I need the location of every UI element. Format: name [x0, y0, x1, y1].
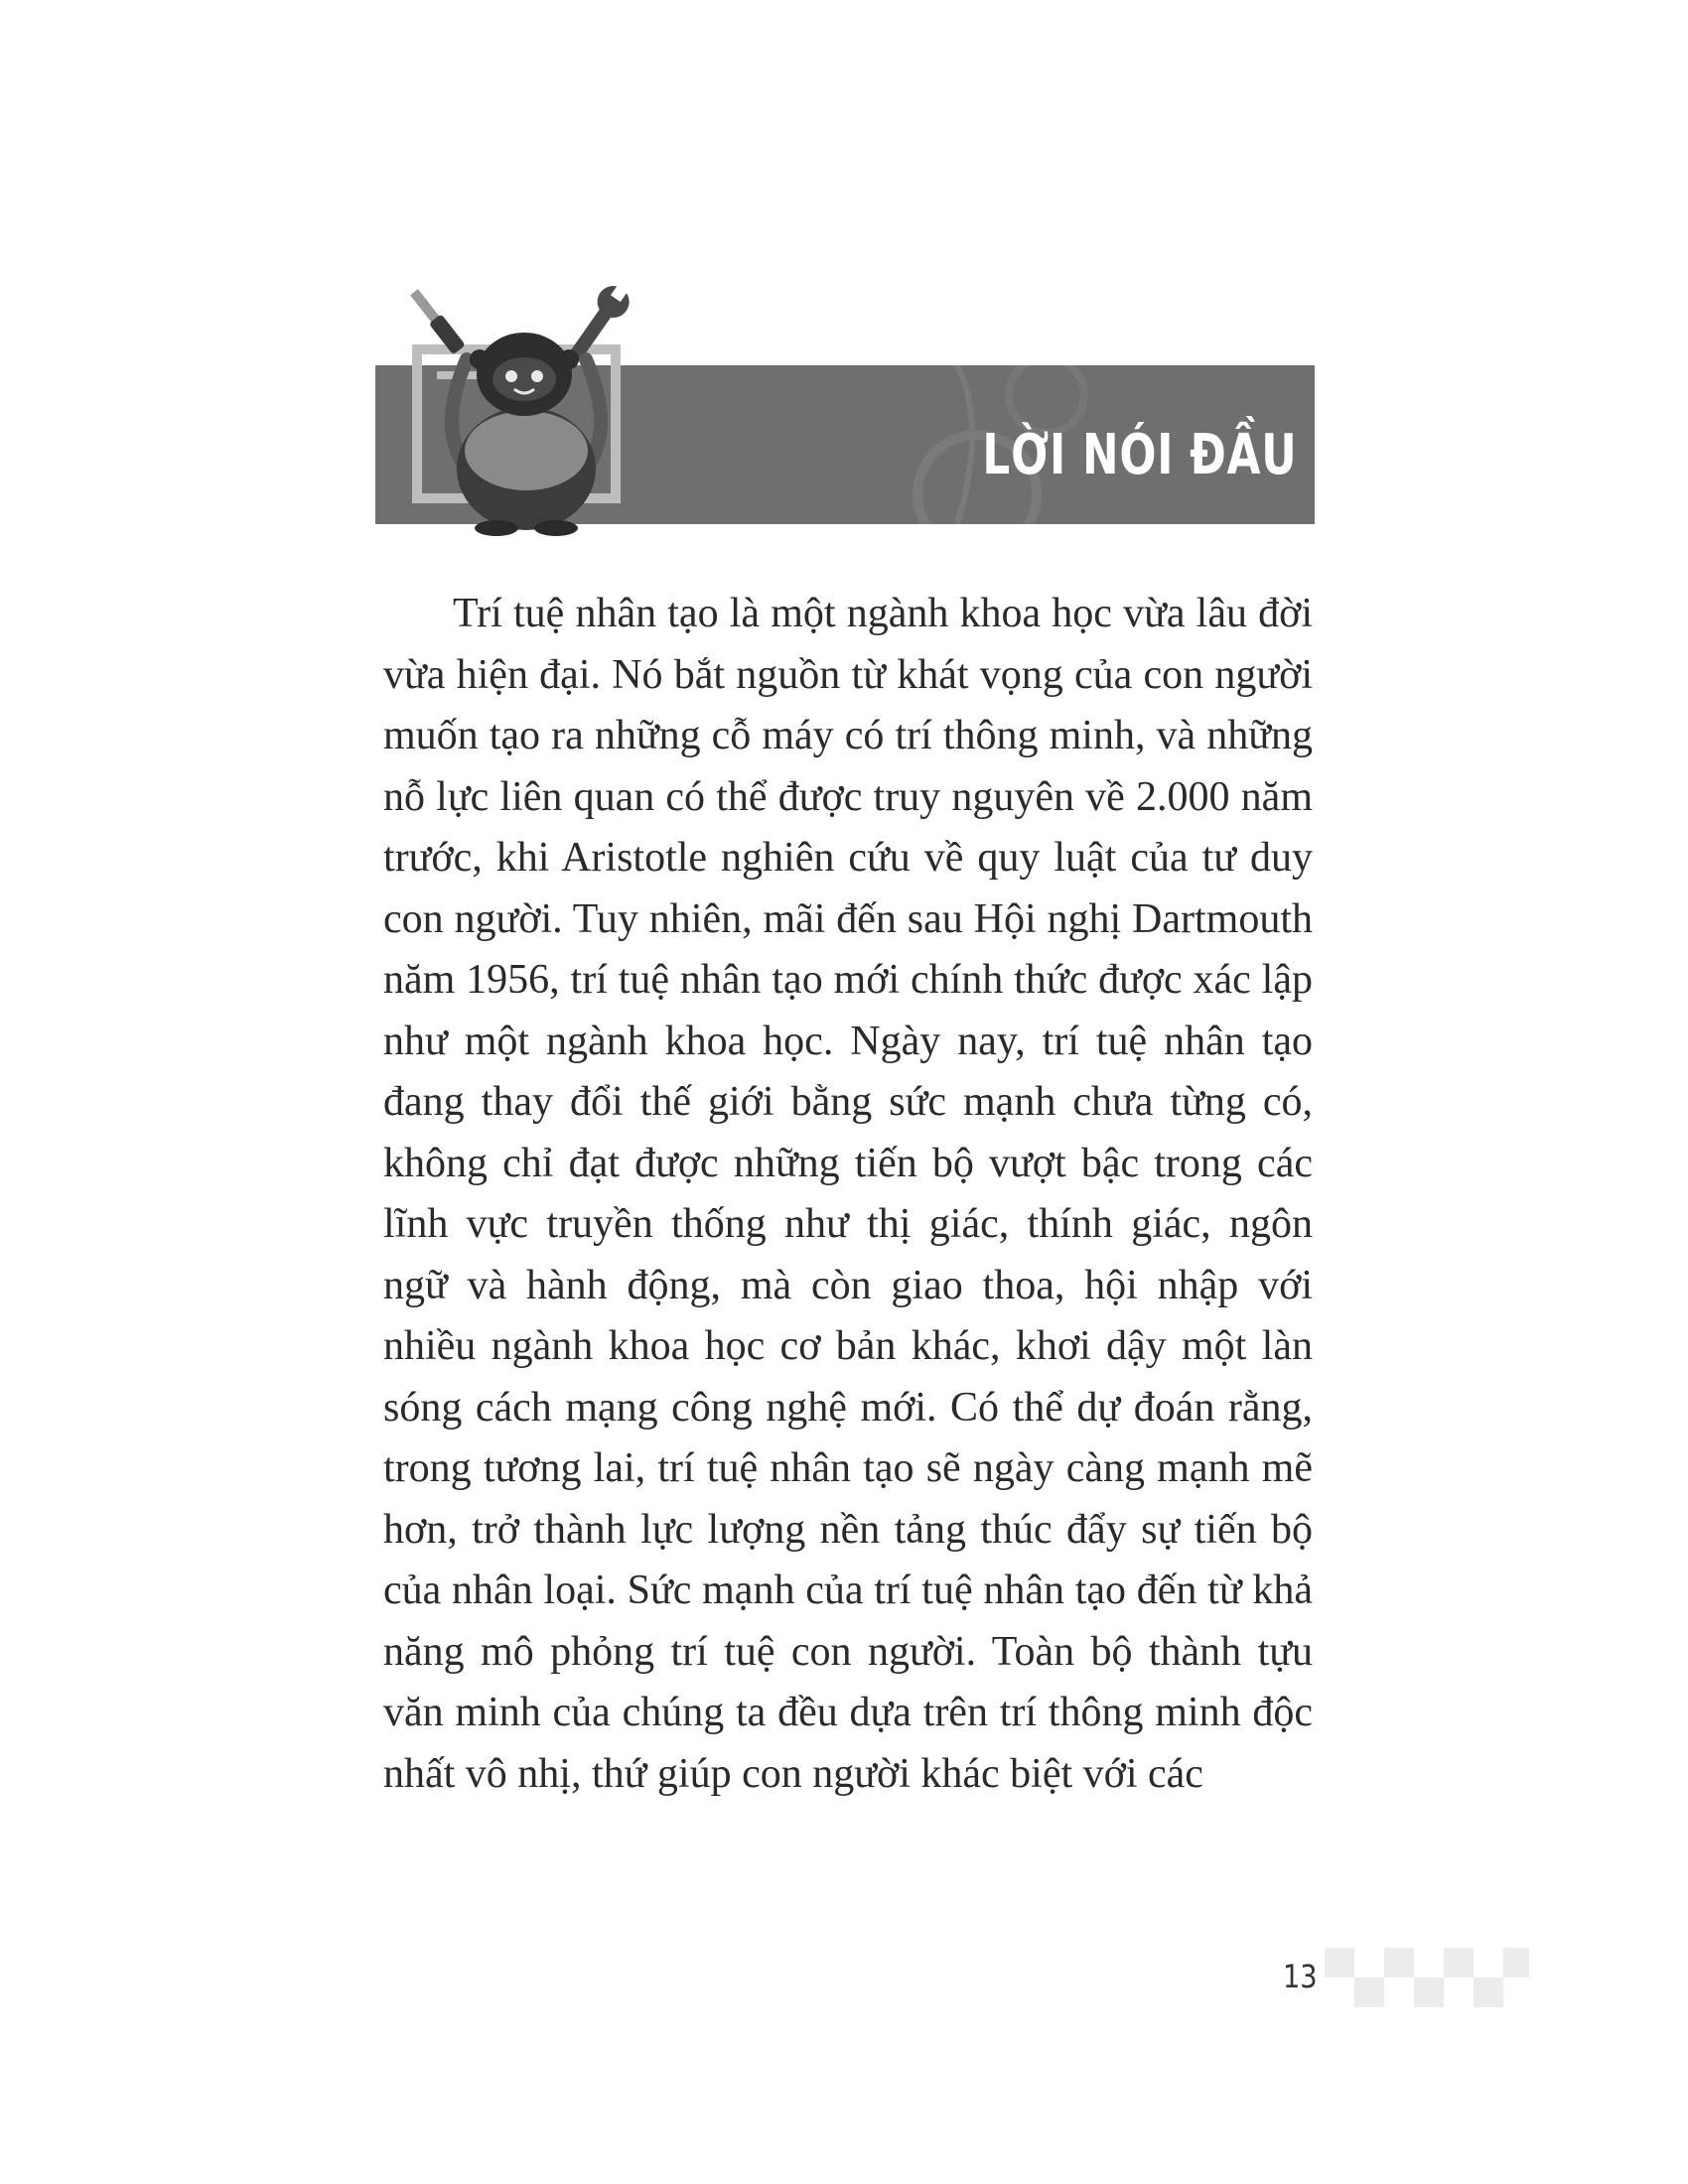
- page-corner-decoration: [1325, 1948, 1529, 2007]
- robot-mascot-icon: [397, 280, 665, 538]
- preface-paragraph: Trí tuệ nhân tạo là một ngành khoa học vừa lâu đời vừa hiện đại. Nó bắt nguồn từ khát vọng của con người muốn tạo ra những cỗ máy có trí thông minh, và những nỗ lực liên quan có thể được truy nguyên về 2.000 năm trước, khi Aristotle nghiên cứu về quy luật của tư duy con người. Tuy nhiên, mãi đến sau Hội nghị Dartmouth năm 1956, trí tuệ nhân tạo mới chính thức được xác lập như một ngành khoa học. Ngày nay, trí tuệ nhân tạo đang thay đổi thế giới bằng sức mạnh chưa từng có, không chỉ đạt được những tiến bộ vượt bậc trong các lĩnh vực truyền thống như thị giác, thính giác, ngôn ngữ và hành động, mà còn giao thoa, hội nhập với nhiều ngành khoa học cơ bản khác, khơi dậy một làn sóng cách mạng công nghệ mới. Có thể dự đoán rằng, trong tương lai, trí tuệ nhân tạo sẽ ngày càng mạnh mẽ hơn, trở thành lực lượng nền tảng thúc đẩy sự tiến bộ của nhân loại. Sức mạnh của trí tuệ nhân tạo đến từ khả năng mô phỏng trí tuệ con người. Toàn bộ thành tựu văn minh của chúng ta đều dựa trên trí thông minh độc nhất vô nhị, thứ giúp con người khác biệt với các: [383, 591, 1313, 1797]
- page-number: 13: [1283, 1958, 1318, 1995]
- chapter-title: LỜI NÓI ĐẦU: [981, 423, 1297, 487]
